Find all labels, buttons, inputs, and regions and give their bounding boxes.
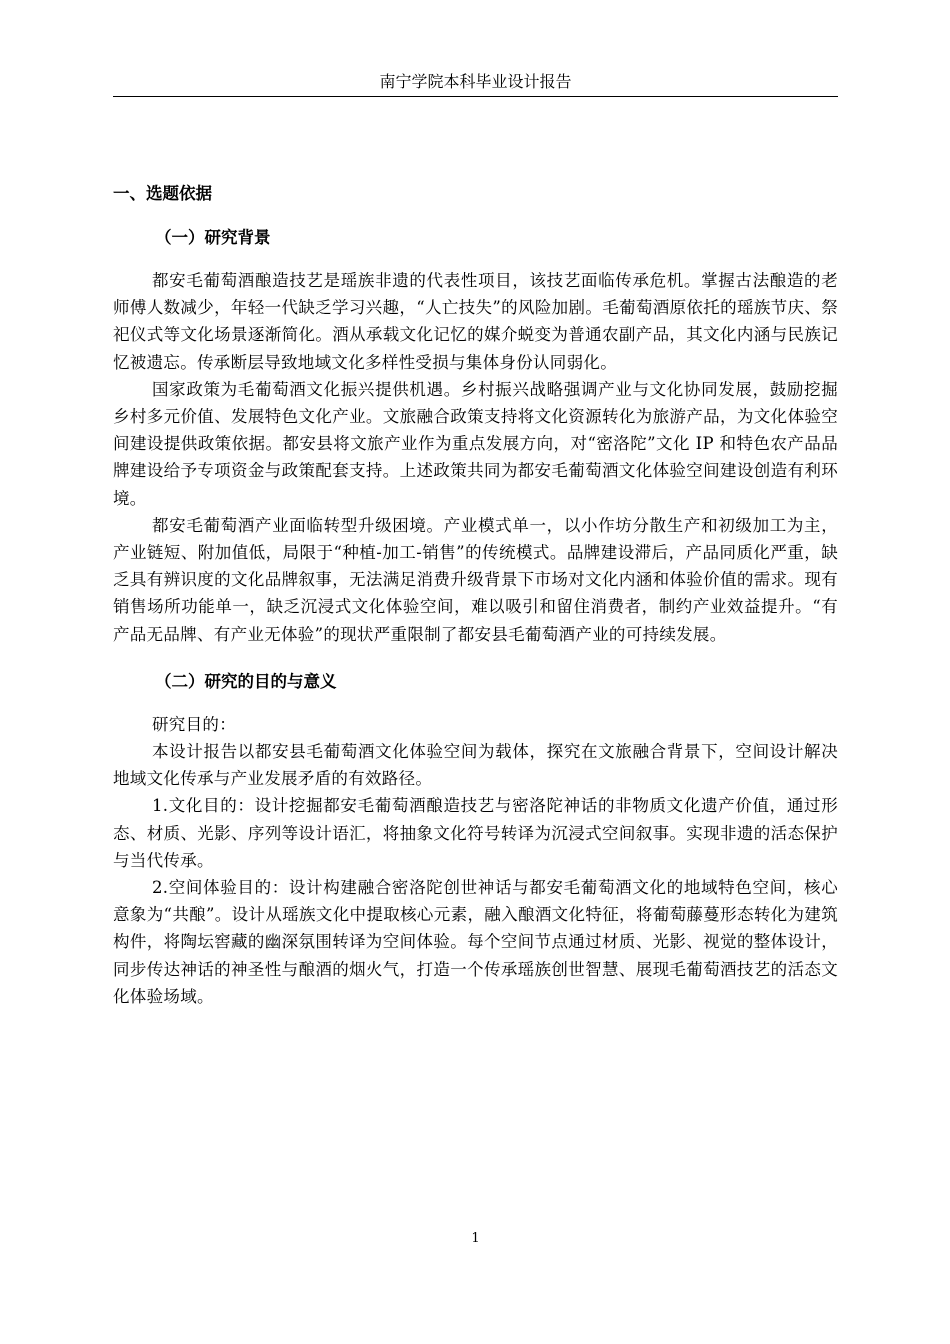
header-divider: [113, 96, 838, 97]
paragraph-purpose-2: 1.文化目的：设计挖掘都安毛葡萄酒酿造技艺与密洛陀神话的非物质文化遗产价值，通过形态、材质、光影、序列等设计语汇，将抽象文化符号转译为沉浸式空间叙事。实现非遗的活态保护与当代传承。: [113, 796, 838, 870]
page-body: [113, 180, 838, 1010]
paragraph-purpose-1: 本设计报告以都安县毛葡萄酒文化体验空间为载体，探究在文旅融合背景下，空间设计解决地域文化传承与产业发展矛盾的有效路径。: [113, 742, 838, 789]
subsection-heading-purpose: （二）研究的目的与意义: [155, 671, 337, 691]
page-header-title: 南宁学院本科毕业设计报告: [379, 72, 572, 91]
subsection-heading-background: （一）研究背景: [155, 228, 271, 247]
paragraph-purpose-3: 2.空间体验目的：设计构建融合密洛陀创世神话与都安毛葡萄酒文化的地域特色空间，核心意象为“共酿”。设计从瑶族文化中提取核心元素，融入酿酒文化特征，将葡萄藤蔓形态转化为建筑构件，将陶坛窖藏的幽深氛围转译为空间体验。每个空间节点通过材质、光影、视觉的整体设计，同步传达神话的神圣性与酿酒的烟火气，打造一个传承瑶族创世智慧、展现毛葡萄酒技艺的活态文化体验场域。: [113, 878, 838, 1006]
section-heading-1: 一、选题依据: [113, 184, 212, 203]
paragraph-purpose-label: 研究目的：: [152, 714, 236, 734]
page-number: 1: [471, 1231, 480, 1246]
paragraph-background-3: 都安毛葡萄酒产业面临转型升级困境。产业模式单一，以小作坊分散生产和初级加工为主，产业链短、附加值低，局限于“种植-加工-销售”的传统模式。品牌建设滞后，产品同质化严重，缺乏具有辨识度的文化品牌叙事，无法满足消费升级背景下市场对文化内涵和体验价值的需求。现有销售场所功能单一，缺乏沉浸式文化体验空间，难以吸引和留住消费者，制约产业效益提升。“有产品无品牌、有产业无体验”的现状严重限制了都安县毛葡萄酒产业的可持续发展。: [113, 515, 838, 644]
paragraph-background-1: 都安毛葡萄酒酿造技艺是瑶族非遗的代表性项目，该技艺面临传承危机。掌握古法酿造的老师傅人数减少，年轻一代缺乏学习兴趣，“人亡技失”的风险加剧。毛葡萄酒原依托的瑶族节庆、祭祀仪式等文化场景逐渐简化。酒从承载文化记忆的媒介蜕变为普通农副产品，其文化内涵与民族记忆被遗忘。传承断层导致地域文化多样性受损与集体身份认同弱化。: [113, 271, 838, 372]
paragraph-background-2: 国家政策为毛葡萄酒文化振兴提供机遇。乡村振兴战略强调产业与文化协同发展，鼓励挖掘乡村多元价值、发展特色文化产业。文旅融合政策支持将文化资源转化为旅游产品，为文化体验空间建设提供政策依据。都安县将文旅产业作为重点发展方向，对“密洛陀”文化 IP 和特色农产品品牌建设给予专项资金与政策配套支持。上述政策共同为都安毛葡萄酒文化体验空间建设创造有利环境。: [113, 379, 838, 508]
